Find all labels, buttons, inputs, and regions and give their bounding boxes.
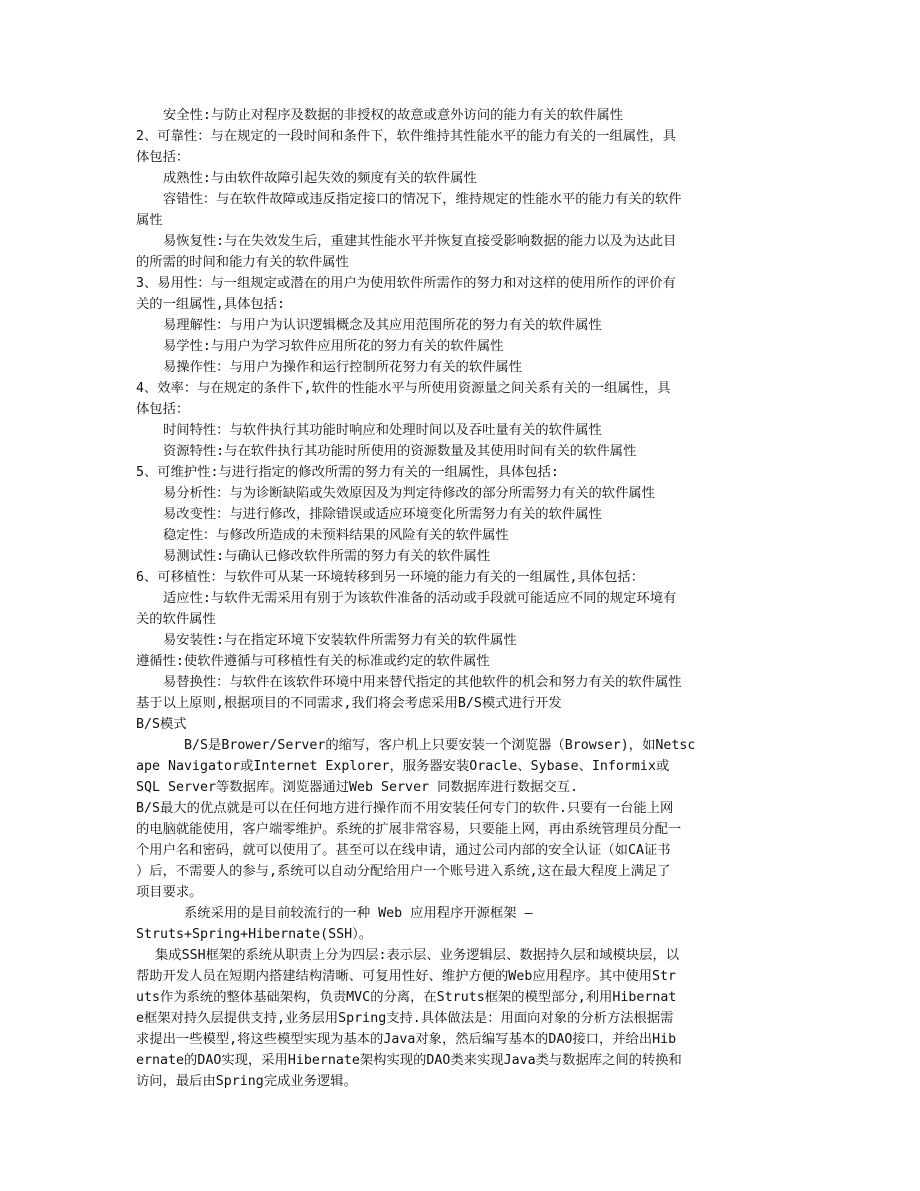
text-line: 资源特性:与在软件执行其功能时所使用的资源数量及其使用时间有关的软件属性 xyxy=(163,444,637,459)
text-line: 基于以上原则,根据项目的不同需求,我们将会考虑采用B/S模式进行开发 xyxy=(136,696,562,711)
text-line: 适应性:与软件无需采用有别于为该软件准备的活动或手段就可能适应不同的规定环境有 xyxy=(163,591,677,606)
text-line: 系统采用的是目前较流行的一种 Web 应用程序开源框架 — xyxy=(184,906,533,921)
text-line: 个用户名和密码，就可以使用了。甚至可以在线申请，通过公司内部的安全认证（如CA证书 xyxy=(136,843,671,858)
text-line: 关的一组属性,具体包括: xyxy=(136,297,285,312)
text-line: ernate的DAO实现，采用Hibernate架构实现的DAO类来实现Java类与数据库之间的转换和 xyxy=(136,1053,682,1068)
text-line: 易恢复性:与在失效发生后，重建其性能水平并恢复直接受影响数据的能力以及为达此目 xyxy=(163,234,677,249)
text-line: 易安装性:与在指定环境下安装软件所需努力有关的软件属性 xyxy=(163,633,517,648)
text-line: 5、可维护性:与进行指定的修改所需的努力有关的一组属性，具体包括: xyxy=(136,465,559,480)
text-line: 访问，最后由Spring完成业务逻辑。 xyxy=(136,1074,357,1089)
text-line: 6、可移植性：与软件可从某一环境转移到另一环境的能力有关的一组属性,具体包括： xyxy=(136,570,644,585)
text-line: 帮助开发人员在短期内搭建结构清晰、可复用性好、维护方便的Web应用程序。其中使用Str xyxy=(136,969,677,984)
text-line: ）后，不需要人的参与,系统可以自动分配给用户一个账号进入系统,这在最大程度上满足了 xyxy=(136,864,671,879)
text-line: 关的软件属性 xyxy=(136,612,216,627)
text-line: 3、易用性：与一组规定或潜在的用户为使用软件所需作的努力和对这样的使用所作的评价有 xyxy=(136,276,676,291)
text-line: e框架对持久层提供支持,业务层用Spring支持.具体做法是：用面向对象的分析方法根据需 xyxy=(136,1011,674,1026)
text-line: 成熟性:与由软件故障引起失效的频度有关的软件属性 xyxy=(163,171,477,186)
text-line: B/S模式 xyxy=(136,717,187,732)
text-line: 体包括： xyxy=(136,150,190,165)
text-line: 的电脑就能使用，客户端零维护。系统的扩展非常容易，只要能上网，再由系统管理员分配一 xyxy=(136,822,682,837)
text-line: B/S是Brower/Server的缩写，客户机上只要安装一个浏览器（Browser)，如Netsc xyxy=(184,738,696,753)
text-line: 容错性：与在软件故障或违反指定接口的情况下，维持规定的性能水平的能力有关的软件 xyxy=(163,192,682,207)
text-line: 易操作性：与用户为操作和运行控制所花努力有关的软件属性 xyxy=(163,360,523,375)
text-line: 集成SSH框架的系统从职责上分为四层:表示层、业务逻辑层、数据持久层和域模块层，以 xyxy=(155,948,680,963)
text-line: uts作为系统的整体基础架构，负责MVC的分离，在Struts框架的模型部分,利用Hibernat xyxy=(136,990,677,1005)
text-line: 易替换性：与软件在该软件环境中用来替代指定的其他软件的机会和努力有关的软件属性 xyxy=(163,675,682,690)
text-line: 体包括： xyxy=(136,402,190,417)
text-line: 的所需的时间和能力有关的软件属性 xyxy=(136,255,349,270)
text-line: 稳定性：与修改所造成的未预料结果的风险有关的软件属性 xyxy=(163,528,509,543)
text-line: 安全性:与防止对程序及数据的非授权的故意或意外访问的能力有关的软件属性 xyxy=(163,108,624,123)
text-line: 2、可靠性：与在规定的一段时间和条件下，软件维持其性能水平的能力有关的一组属性，具 xyxy=(136,129,676,144)
text-line: 时间特性：与软件执行其功能时响应和处理时间以及吞吐量有关的软件属性 xyxy=(163,423,602,438)
text-line: 项目要求。 xyxy=(136,885,203,900)
text-line: 易改变性：与进行修改，排除错误或适应环境变化所需努力有关的软件属性 xyxy=(163,507,602,522)
text-line: 4、效率：与在规定的条件下,软件的性能水平与所使用资源量之间关系有关的一组属性，具 xyxy=(136,381,671,396)
text-line: SQL Server等数据库。浏览器通过Web Server 同数据库进行数据交互. xyxy=(136,780,579,795)
text-line: 易测试性:与确认已修改软件所需的努力有关的软件属性 xyxy=(163,549,491,564)
text-line: 易理解性：与用户为认识逻辑概念及其应用范围所花的努力有关的软件属性 xyxy=(163,318,602,333)
text-line: B/S最大的优点就是可以在任何地方进行操作而不用安装任何专门的软件.只要有一台能上网 xyxy=(136,801,674,816)
text-line: 遵循性:使软件遵循与可移植性有关的标准或约定的软件属性 xyxy=(136,654,490,669)
text-line: 易学性:与用户为学习软件应用所花的努力有关的软件属性 xyxy=(163,339,504,354)
text-line: 求提出一些模型,将这些模型实现为基本的Java对象，然后编写基本的DAO接口，并给出Hib xyxy=(136,1032,677,1047)
text-line: 属性 xyxy=(136,213,163,228)
text-line: 易分析性：与为诊断缺陷或失效原因及为判定待修改的部分所需努力有关的软件属性 xyxy=(163,486,655,501)
text-line: ape Navigator或Internet Explorer，服务器安装Oracle、Sybase、Informix或 xyxy=(136,759,670,774)
text-line: Struts+Spring+Hibernate(SSH）。 xyxy=(136,927,373,942)
